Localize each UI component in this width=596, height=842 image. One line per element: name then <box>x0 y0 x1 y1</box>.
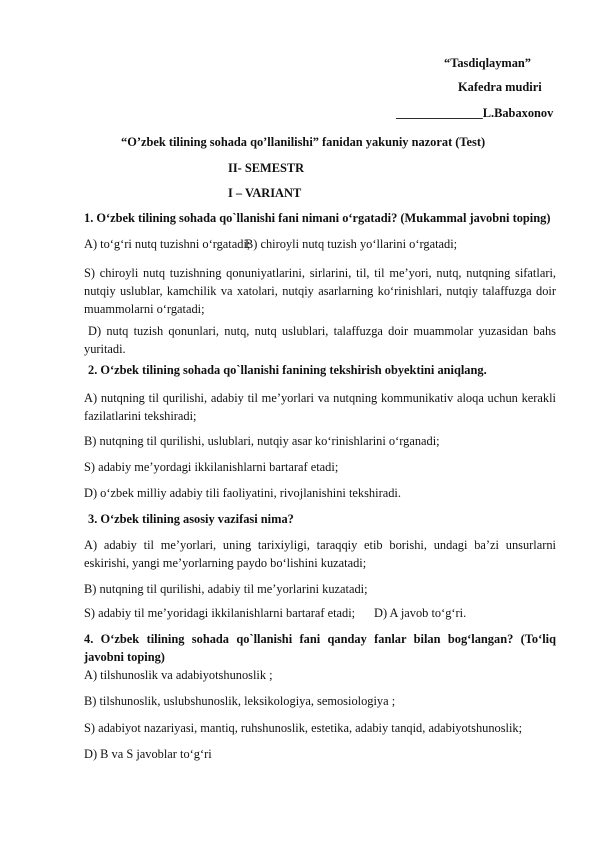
question-3-answer-b: B) nutqning til qurilishi, adabiy til me’yorlarini kuzatadi; <box>84 582 368 596</box>
question-2-answer-c: S) adabiy me’yordagi ikkilanishlarni bartaraf etadi; <box>84 460 339 474</box>
question-4-answer-a: A) tilshunoslik va adabiyotshunoslik ; <box>84 668 273 682</box>
question-4-answer-c: S) adabiyot nazariyasi, mantiq, ruhshunoslik, estetika, adabiy tanqid, adabiyotshunoslik; <box>84 721 523 735</box>
question-1-answer-c: S) chiroyli nutq tuzishning qonuniyatlarini, sirlarini, til, til me’yori, nutq, nutqning sifatlari, nutqiy uslublar, kamchilik va xatolari, nutqiy asarlarning ko‘rinishlari, nutqiy talaffuzga doir muammolarni o‘rgatadi; <box>84 266 556 316</box>
signature-line: ______________L.Babaxonov <box>396 106 554 120</box>
question-2: 2. O‘zbek tilining sohada qo`llanishi fanining tekshirish obyektini aniqlang. <box>88 363 487 377</box>
document-title: “O’zbek tilining sohada qo’llanilishi” fanidan yakuniy nazorat (Test) <box>121 135 486 149</box>
question-4-answer-b: B) tilshunoslik, uslubshunoslik, leksikologiya, semosiologiya ; <box>84 694 396 708</box>
question-3-answer-c: S) adabiy til me’yoridagi ikkilanishlarni bartaraf etadi; <box>84 606 356 620</box>
semester-label: II- SEMESTR <box>228 161 305 175</box>
approval-label: “Tasdiqlayman” <box>444 56 531 70</box>
question-1-answer-d: D) nutq tuzish qonunlari, nutq, nutq uslublari, talaffuzga doir muammolar yuzasidan bahs yuritadi. <box>84 324 556 356</box>
question-3-answer-d: D) A javob to‘g‘ri. <box>374 606 467 620</box>
variant-label: I – VARIANT <box>228 186 302 200</box>
question-1-answer-a: A) to‘g‘ri nutq tuzishni o‘rgatadi; <box>84 237 251 251</box>
question-2-answer-b: B) nutqning til qurilishi, uslublari, nutqiy asar ko‘rinishlarini o‘rganadi; <box>84 434 440 448</box>
question-2-answer-a: A) nutqning til qurilishi, adabiy til me’yorlari va nutqning kommunikativ aloqa uchun kerakli fazilatlarini tekshiradi; <box>84 391 556 423</box>
question-1: 1. O‘zbek tilining sohada qo`llanishi fani nimani o‘rgatadi? (Mukammal javobni toping) <box>84 211 551 225</box>
question-2-answer-d: D) o‘zbek milliy adabiy tili faoliyatini, rivojlanishini tekshiradi. <box>84 486 401 500</box>
question-4-answer-d: D) B va S javoblar to‘g‘ri <box>84 747 212 761</box>
question-3: 3. O‘zbek tilining asosiy vazifasi nima? <box>88 512 294 526</box>
question-3-answer-a: A) adabiy til me’yorlari, uning tarixiyligi, taraqqiy etib borishi, undagi ba’zi unsurlarni eskirishi, yangi me’yorlarning paydo bo‘lishini kuzatadi; <box>84 538 556 570</box>
position-label: Kafedra mudiri <box>458 80 542 94</box>
question-4: 4. O‘zbek tilining sohada qo`llanishi fani qanday fanlar bilan bog‘langan? (To‘liq javobni toping) <box>84 632 556 664</box>
question-1-answer-b: B) chiroyli nutq tuzish yo‘llarini o‘rgatadi; <box>245 237 458 251</box>
